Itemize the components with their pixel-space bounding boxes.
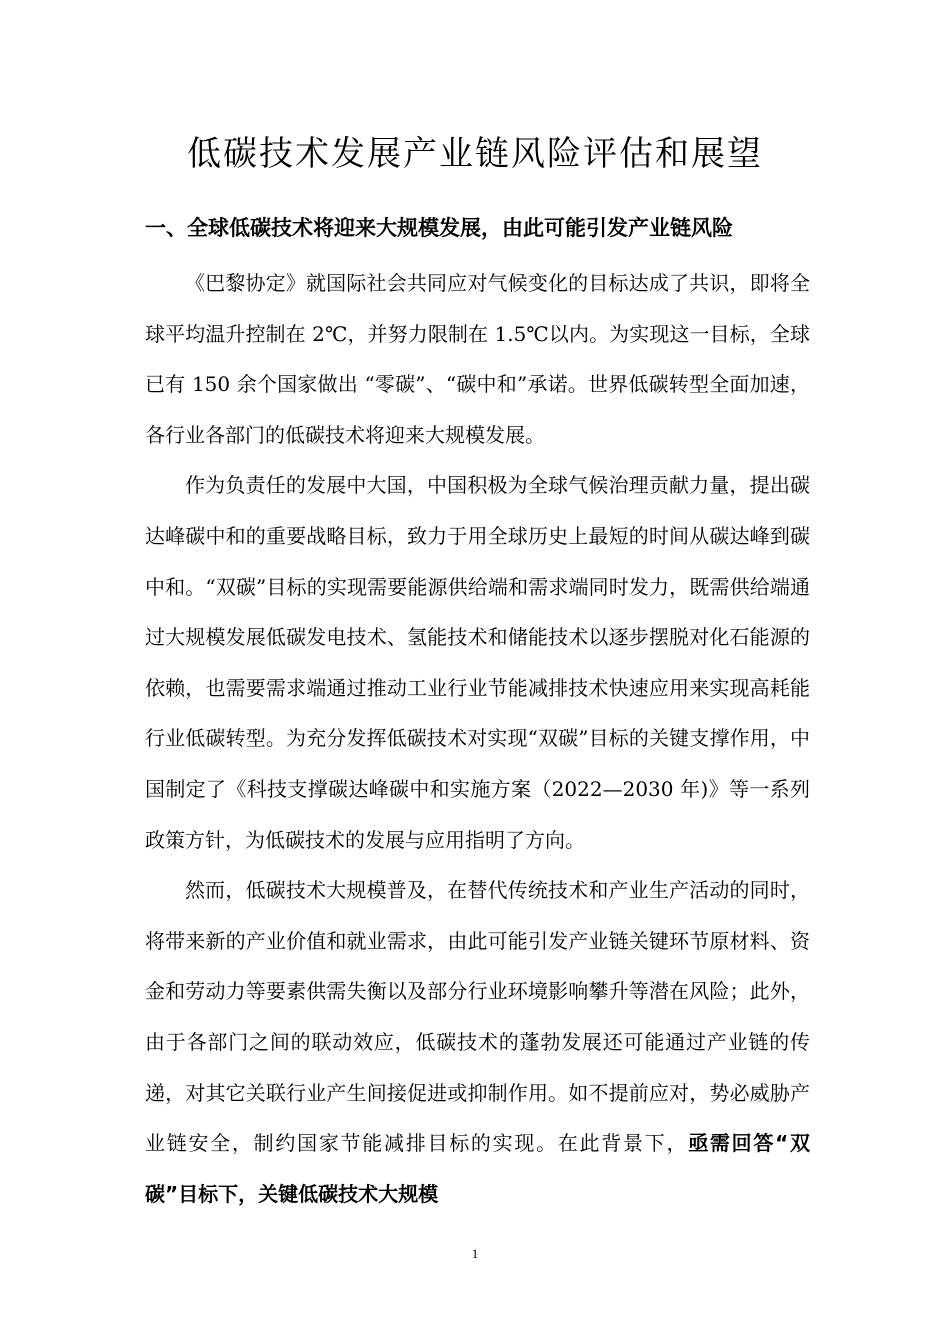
paragraph-3-bold-text: 亟需回答“双碳”目标下，关键低碳技术大规模 (145, 1131, 810, 1206)
document-title: 低碳技术发展产业链风险评估和展望 (187, 134, 763, 174)
body-text (145, 258, 810, 1219)
paragraph-2: 作为负责任的发展中大国，中国积极为全球气候治理贡献力量，提出碳达峰碳中和的重要战略目标，致力于用全球历史上最短的时间从碳达峰到碳中和。“双碳”目标的实现需要能源供给端和需求端同时发力，既需供给端通过大规模发展低碳发电技术、氢能技术和储能技术以逐步摆脱对化石能源的依赖，也需要需求端通过推动工业行业节能减排技术快速应用来实现高耗能行业低碳转型。为充分发挥低碳技术对实现“双碳”目标的关键支撑作用，中国制定了《科技支撑碳达峰碳中和实施方案（2022—2030 年)》等一系列政策方针，为低碳技术的发展与应用指明了方向。 (145, 473, 810, 852)
paragraph-1: 《巴黎协定》就国际社会共同应对气候变化的目标达成了共识，即将全球平均温升控制在 2℃，并努力限制在 1.5℃以内。为实现这一目标，全球已有 150 余个国家做出 “零碳”、“碳中和”承诺。世界低碳转型全面加速，各行业各部门的低碳技术将迎来大规模发展。 (145, 271, 810, 447)
page-number: 1 (471, 1246, 479, 1261)
paragraph-3 (145, 865, 810, 1219)
paragraph-3-text: 然而，低碳技术大规模普及，在替代传统技术和产业生产活动的同时，将带来新的产业价值和就业需求，由此可能引发产业链关键环节原材料、资金和劳动力等要素供需失衡以及部分行业环境影响攀升等潜在风险；此外，由于各部门之间的联动效应，低碳技术的蓬勃发展还可能通过产业链的传递，对其它关联行业产生间接促进或抑制作用。如不提前应对，势必威胁产业链安全，制约国家节能减排目标的实现。在此背景下， (145, 878, 810, 1156)
section-heading: 一、全球低碳技术将迎来大规模发展，由此可能引发产业链风险 (145, 216, 733, 240)
